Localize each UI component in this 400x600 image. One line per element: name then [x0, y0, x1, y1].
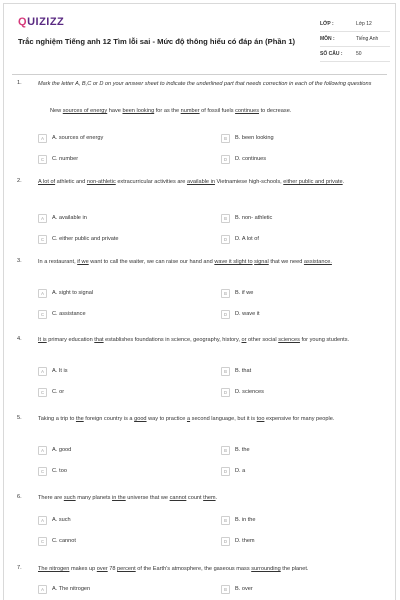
sentence-text: 78 — [107, 566, 118, 572]
option-letter-box: C — [38, 537, 47, 546]
sentence-text: extracurricular activities are — [115, 179, 187, 185]
sentence-text: foreign country is a — [83, 416, 135, 422]
underlined-part: continues — [235, 108, 260, 114]
option-letter-box: D — [221, 235, 230, 244]
answer-option-a[interactable] — [38, 212, 87, 224]
sentence-text: that we need — [268, 259, 304, 265]
answer-option-d[interactable] — [221, 308, 260, 320]
option-text: C. cannot — [52, 538, 76, 544]
sentence-text: the planet. — [280, 566, 309, 572]
answer-option-c[interactable] — [38, 535, 76, 547]
sentence-text: athletic and — [55, 179, 87, 185]
logo-rest: UIZIZZ — [27, 16, 65, 28]
underlined-part: The nitrogen — [38, 566, 70, 572]
option-letter-box: C — [38, 310, 47, 319]
option-text: A. available in — [52, 215, 87, 221]
option-text: D. them — [235, 538, 255, 544]
meta-value: 50 — [356, 51, 362, 57]
option-text: B. in the — [235, 517, 256, 523]
underlined-part: if we — [77, 259, 89, 265]
underlined-part: over — [96, 566, 108, 572]
sentence-text: have — [107, 108, 123, 114]
option-text: C. assistance — [52, 311, 86, 317]
underlined-part: been looking — [122, 108, 155, 114]
underlined-part: too — [256, 416, 265, 422]
meta-value: Lớp 12 — [356, 21, 372, 27]
question-number: 6. — [17, 494, 22, 500]
question-number: 7. — [17, 565, 22, 571]
question-sentence — [38, 565, 378, 573]
option-text: B. the — [235, 447, 250, 453]
quizizz-logo — [18, 16, 64, 28]
option-text: A. sources of energy — [52, 135, 104, 141]
answer-option-d[interactable] — [221, 535, 255, 547]
underlined-part: such — [63, 495, 76, 501]
underlined-part: in the — [112, 495, 126, 501]
underlined-part: available in — [186, 179, 215, 185]
option-letter-box: C — [38, 388, 47, 397]
underlined-part: them — [203, 495, 216, 501]
sentence-text: New — [50, 108, 63, 114]
question-number: 2. — [17, 178, 22, 184]
option-letter-box: A — [38, 446, 47, 455]
underlined-part: assistance. — [303, 259, 332, 265]
option-letter-box: D — [221, 388, 230, 397]
option-letter-box: B — [221, 214, 230, 223]
question-sentence — [38, 336, 378, 344]
underlined-part: sources of energy — [62, 108, 108, 114]
answer-option-a[interactable] — [38, 583, 90, 595]
answer-option-a[interactable] — [38, 444, 71, 456]
answer-option-c[interactable] — [38, 465, 67, 477]
sentence-text: . — [342, 179, 345, 185]
sentence-text: way to practice — [146, 416, 187, 422]
question-sentence — [38, 178, 378, 186]
answer-option-d[interactable] — [221, 153, 266, 165]
option-letter-box: A — [38, 134, 47, 143]
answer-option-b[interactable] — [221, 132, 274, 144]
underlined-part: It is — [38, 337, 47, 343]
meta-row-class — [320, 17, 390, 32]
sentence-text: want to call the waiter, we can raise our hand and — [88, 259, 215, 265]
sentence-text: establishes foundations in science, geography, history, — [103, 337, 242, 343]
underlined-part: sciences — [278, 337, 300, 343]
option-letter-box: B — [221, 446, 230, 455]
option-letter-box: D — [221, 467, 230, 476]
underlined-part: good — [134, 416, 147, 422]
option-letter-box: A — [38, 585, 47, 594]
sentence-text: second language, but it is — [190, 416, 257, 422]
option-text: B. that — [235, 368, 252, 374]
sentence-text: There are — [38, 495, 64, 501]
question-sentence — [38, 494, 378, 502]
underlined-part: number — [180, 108, 200, 114]
option-text: A. sight to signal — [52, 290, 94, 296]
option-text: B. if we — [235, 290, 254, 296]
sentence-text: of fossil fuels — [199, 108, 236, 114]
answer-option-b[interactable] — [221, 287, 253, 299]
option-text: A. It is — [52, 368, 68, 374]
option-text: C. number — [52, 156, 79, 162]
option-text: C. too — [52, 468, 67, 474]
underlined-part: wave it slight to — [214, 259, 253, 265]
option-letter-box: B — [221, 585, 230, 594]
sentence-text: universe that we — [125, 495, 170, 501]
answer-option-a[interactable] — [38, 514, 71, 526]
sentence-text: expensive for many people. — [264, 416, 335, 422]
sentence-text: . — [215, 495, 218, 501]
sentence-text: for as the — [154, 108, 181, 114]
question-number: 3. — [17, 258, 22, 264]
option-text: A. such — [52, 517, 71, 523]
option-text: D. A lot of — [235, 236, 259, 242]
option-letter-box: C — [38, 235, 47, 244]
option-text: D. continues — [235, 156, 267, 162]
question-sentence — [50, 108, 380, 114]
answer-option-c[interactable] — [38, 153, 78, 165]
answer-option-d[interactable] — [221, 465, 245, 477]
header-divider — [12, 74, 387, 75]
answer-option-b[interactable] — [221, 583, 253, 595]
sentence-text: for young students. — [299, 337, 350, 343]
answer-option-a[interactable] — [38, 365, 68, 377]
option-text: C. or — [52, 389, 65, 395]
option-letter-box: B — [221, 516, 230, 525]
underlined-part: signal — [254, 259, 269, 265]
sentence-text: In a restaurant, — [38, 259, 78, 265]
answer-option-a[interactable] — [38, 132, 103, 144]
option-text: D. sciences — [235, 389, 264, 395]
meta-row-subject — [320, 32, 390, 47]
underlined-part: that — [94, 337, 104, 343]
option-text: B. over — [235, 586, 253, 592]
option-text: D. wave it — [235, 311, 260, 317]
option-letter-box: B — [221, 367, 230, 376]
underlined-part: A lot of — [38, 179, 56, 185]
answer-option-c[interactable] — [38, 233, 119, 245]
question-number: 5. — [17, 415, 22, 421]
answer-option-b[interactable] — [221, 365, 251, 377]
document-title: Trắc nghiệm Tiếng anh 12 Tìm lỗi sai - Mức độ thông hiểu có đáp án (Phần 1) — [18, 37, 296, 46]
sentence-text: other social — [246, 337, 279, 343]
underlined-part: a — [186, 416, 191, 422]
meta-row-count — [320, 47, 390, 62]
worksheet-page — [3, 3, 396, 600]
option-letter-box: D — [221, 537, 230, 546]
meta-key: SỐ CÂU : — [320, 51, 343, 57]
option-text: A. The nitrogen — [52, 586, 91, 592]
answer-option-b[interactable] — [221, 212, 272, 224]
sentence-text: primary education — [46, 337, 95, 343]
sentence-text: many planets — [75, 495, 113, 501]
answer-option-b[interactable] — [221, 444, 250, 456]
option-letter-box: A — [38, 289, 47, 298]
option-letter-box: D — [221, 310, 230, 319]
question-sentence — [38, 258, 378, 266]
underlined-part: non-athletic — [86, 179, 116, 185]
question-instruction: Mark the letter A, B,C or D on your answer sheet to indicate the underlined part that needs correction in each of the following questions — [38, 81, 372, 87]
option-text: D. a — [235, 468, 246, 474]
answer-option-c[interactable] — [38, 386, 64, 398]
logo-q: Q — [18, 16, 28, 28]
answer-option-c[interactable] — [38, 308, 86, 320]
sentence-text: Vietnamiese high-schools, — [214, 179, 284, 185]
answer-option-a[interactable] — [38, 287, 93, 299]
option-letter-box: D — [221, 155, 230, 164]
option-letter-box: C — [38, 467, 47, 476]
option-letter-box: B — [221, 134, 230, 143]
option-text: A. good — [52, 447, 72, 453]
sentence-text: of the Earth's atmosphere, the gaseous mass — [135, 566, 252, 572]
option-letter-box: A — [38, 367, 47, 376]
option-text: C. either public and private — [52, 236, 119, 242]
sentence-text: count — [186, 495, 204, 501]
answer-option-b[interactable] — [221, 514, 256, 526]
question-number: 1. — [17, 80, 22, 86]
option-text: B. been looking — [235, 135, 274, 141]
answer-option-d[interactable] — [221, 386, 264, 398]
option-letter-box: A — [38, 214, 47, 223]
underlined-part: percent — [117, 566, 136, 572]
option-letter-box: C — [38, 155, 47, 164]
underlined-part: either public and private — [283, 179, 343, 185]
question-number: 4. — [17, 336, 22, 342]
sentence-text: makes up — [69, 566, 97, 572]
underlined-part: surrounding — [251, 566, 281, 572]
underlined-part: the — [75, 416, 84, 422]
meta-value: Tiếng Anh — [356, 36, 379, 42]
option-text: B. non- athletic — [235, 215, 273, 221]
meta-table — [320, 17, 390, 62]
underlined-part: or — [241, 337, 247, 343]
underlined-part: cannot — [169, 495, 187, 501]
sentence-text: Taking a trip to — [38, 416, 76, 422]
option-letter-box: A — [38, 516, 47, 525]
worksheet-header — [4, 4, 395, 72]
question-sentence — [38, 415, 378, 423]
option-letter-box: B — [221, 289, 230, 298]
answer-option-d[interactable] — [221, 233, 259, 245]
meta-key: MÔN : — [320, 36, 335, 42]
meta-key: LỚP : — [320, 21, 334, 27]
sentence-text: to decrease. — [259, 108, 292, 114]
